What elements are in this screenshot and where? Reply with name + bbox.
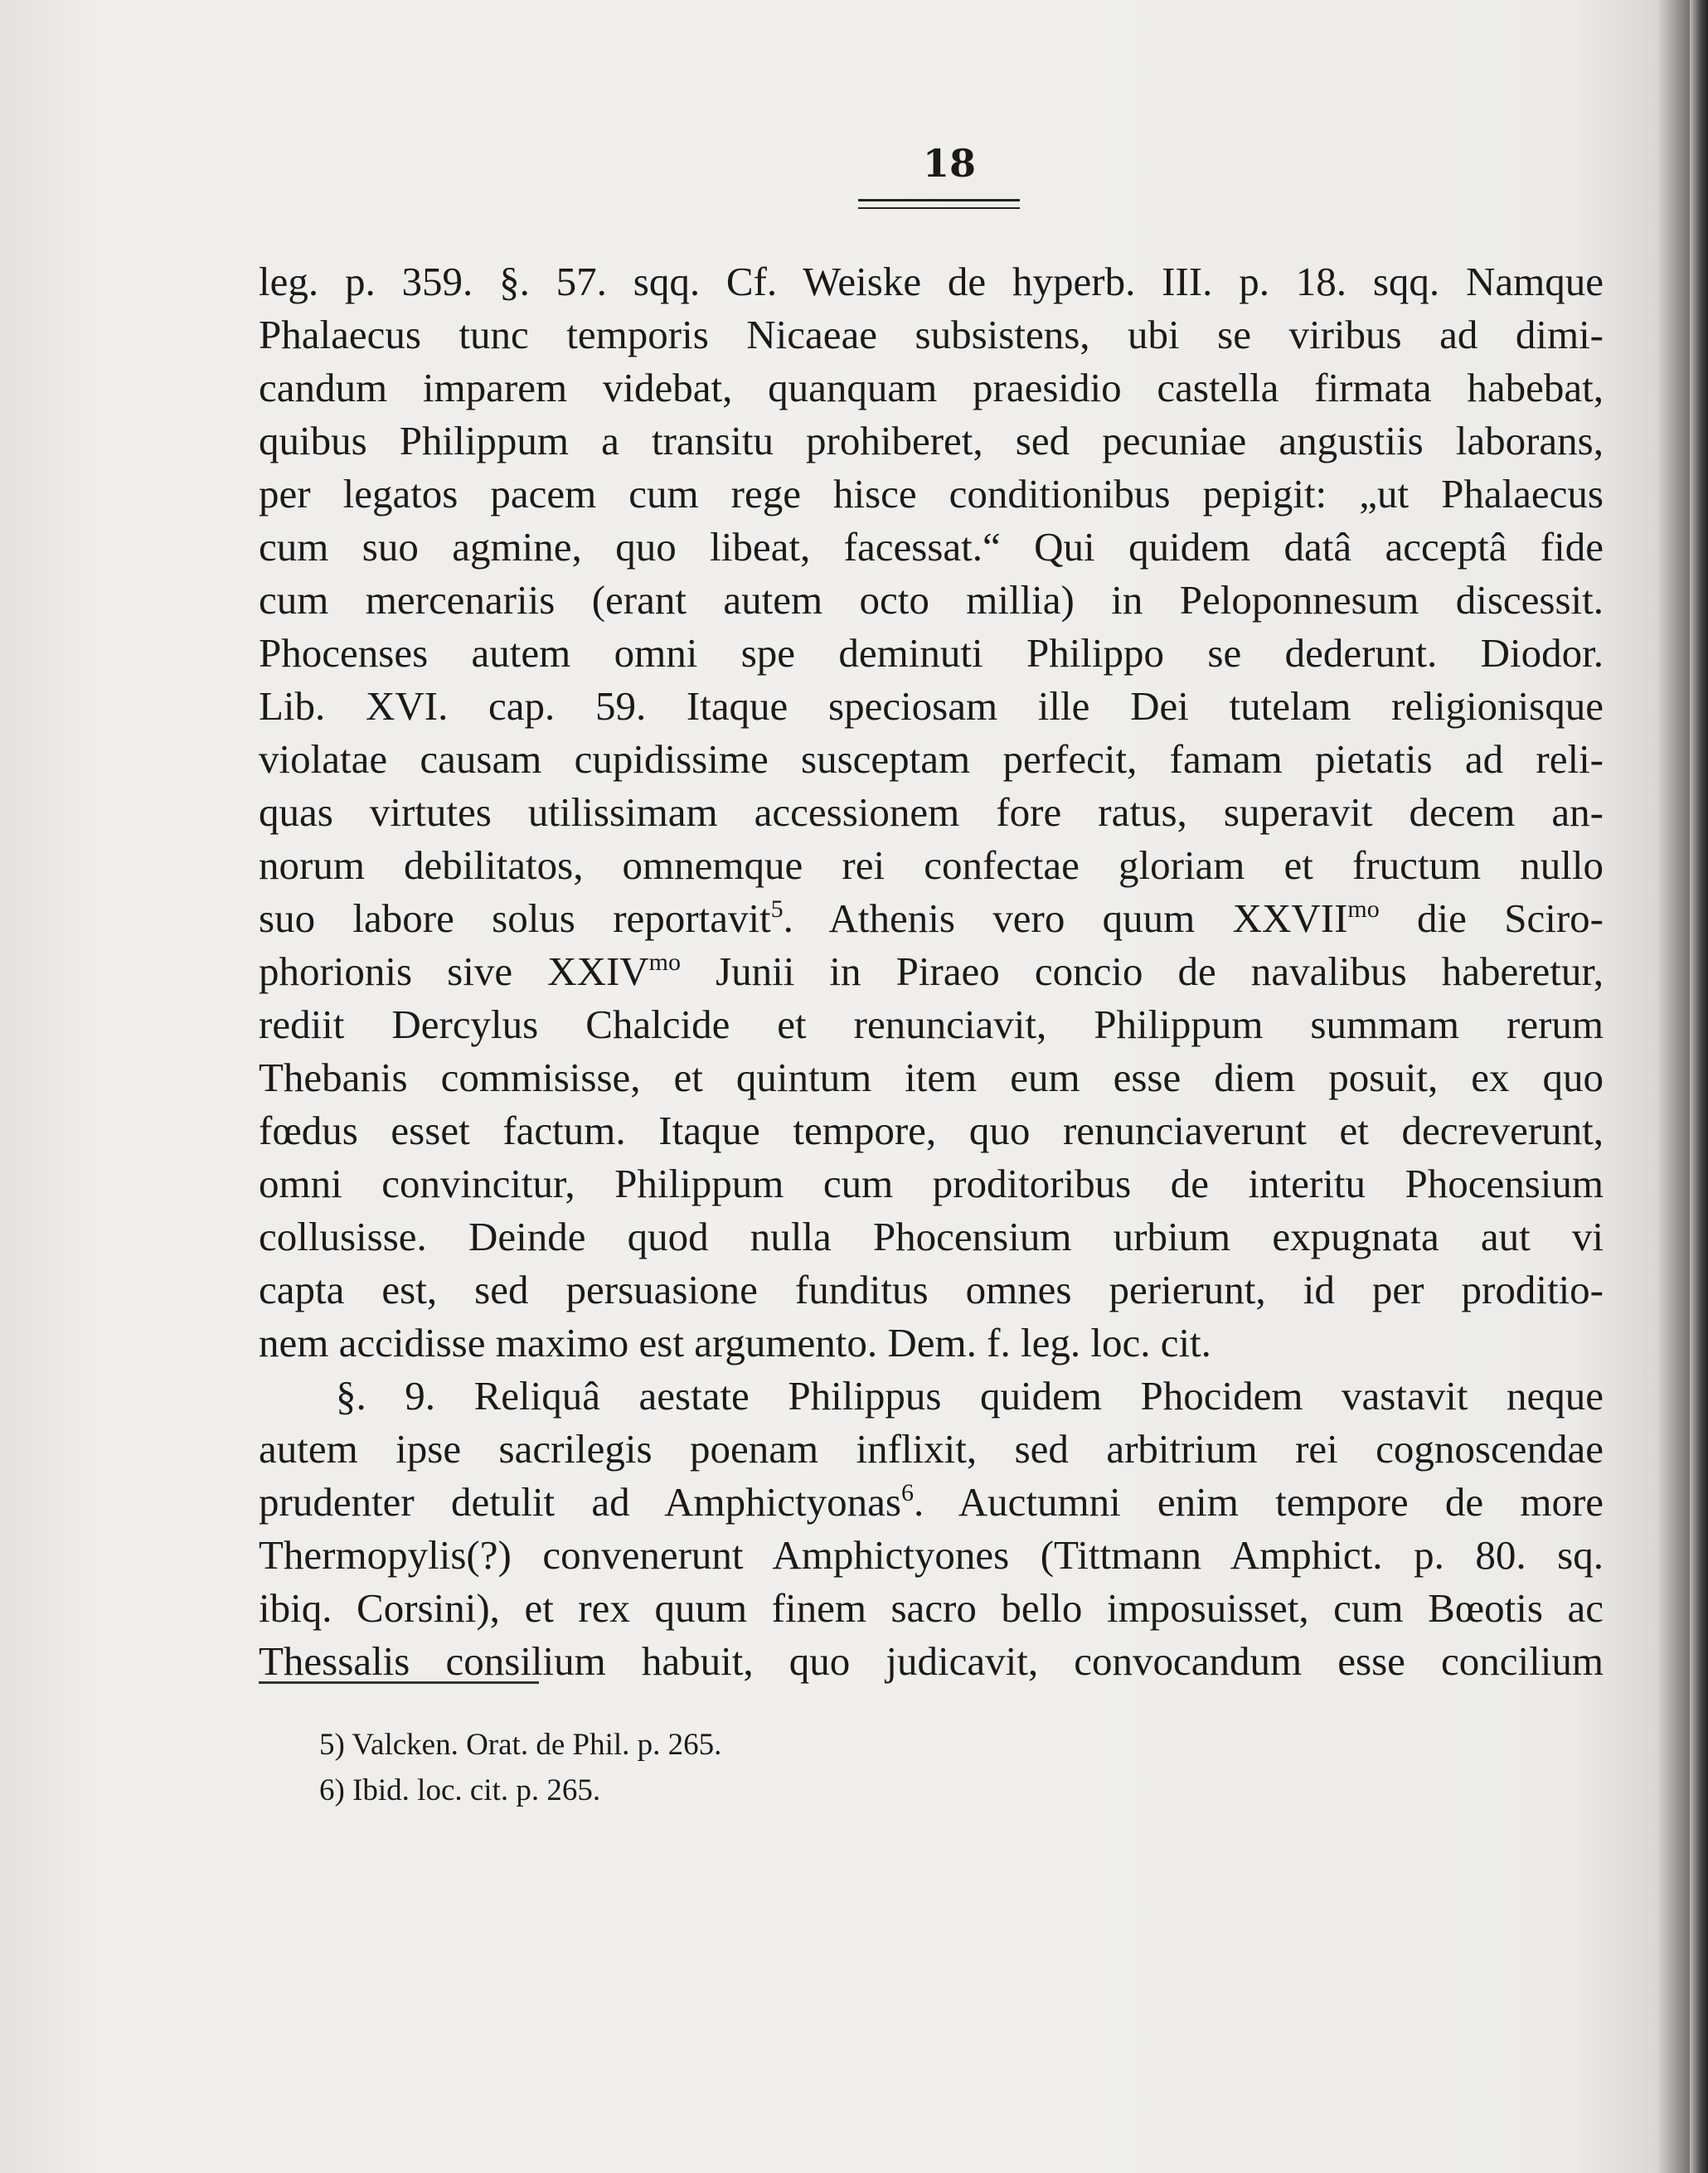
text-line: collusisse. Deinde quod nulla Phocensium urbium expugnata aut vi [259, 1214, 1604, 1259]
ordinal-superscript: mo [1347, 895, 1380, 923]
text-line: §. 9. Reliquâ aestate Philippus quidem Phocidem vastavit neque [336, 1373, 1604, 1419]
text-line: leg. p. 359. §. 57. sqq. Cf. Weiske de hyperb. III. p. 18. sqq. Namque [259, 259, 1604, 304]
footnote-divider [259, 1681, 539, 1684]
text-line: Lib. XVI. cap. 59. Itaque speciosam ille Dei tutelam religionisque [259, 683, 1604, 729]
text-line: fœdus esset factum. Itaque tempore, quo renunciaverunt et decreverunt, [259, 1108, 1604, 1153]
footnote-6: 6) Ibid. loc. cit. p. 265. [319, 1773, 601, 1807]
text-line: Thermopylis(?) convenerunt Amphictyones (Tittmann Amphict. p. 80. sq. [259, 1532, 1604, 1578]
text-line: Thebanis commisisse, et quintum item eum esse diem posuit, ex quo [259, 1055, 1604, 1100]
text-line: per legatos pacem cum rege hisce conditionibus pepigit: „ut Phalaecus [259, 471, 1604, 517]
page-number: 18 [922, 141, 976, 186]
footnote-ref-5[interactable]: 5 [770, 895, 784, 923]
text-segment: . Athenis vero quum XXVII [783, 895, 1348, 941]
text-line: cum mercenariis (erant autem octo millia) in Peloponnesum discessit. [259, 577, 1604, 623]
text-segment: . Auctumni enim tempore de more [913, 1479, 1604, 1525]
text-segment: prudenter detulit ad Amphictyonas [259, 1479, 901, 1525]
text-line: quas virtutes utilissimam accessionem fore ratus, superavit decem an- [259, 789, 1604, 835]
text-line: Phalaecus tunc temporis Nicaeae subsistens, ubi se viribus ad dimi- [259, 312, 1604, 357]
text-line: norum debilitatos, omnemque rei confectae gloriam et fructum nullo [259, 842, 1604, 888]
text-segment: phorionis sive XXIV [259, 948, 649, 994]
text-line: candum imparem videbat, quanquam praesidio castella firmata habebat, [259, 365, 1604, 410]
footnote-5: 5) Valcken. Orat. de Phil. p. 265. [319, 1728, 722, 1762]
text-line [259, 947, 1604, 997]
text-line: omni convincitur, Philippum cum proditoribus de interitu Phocensium [259, 1161, 1604, 1206]
text-line [259, 1477, 1604, 1527]
text-line [259, 894, 1604, 943]
text-segment: suo labore solus reportavit [259, 895, 771, 941]
text-line: Phocenses autem omni spe deminuti Philippo se dederunt. Diodor. [259, 630, 1604, 676]
text-line: nem accidisse maximo est argumento. Dem. f. leg. loc. cit. [259, 1320, 1211, 1365]
text-line: capta est, sed persuasione funditus omnes perierunt, id per proditio- [259, 1267, 1604, 1312]
text-line: Thessalis consilium habuit, quo judicavit, convocandum esse concilium [259, 1638, 1604, 1684]
text-line: violatae causam cupidissime susceptam perfecit, famam pietatis ad reli- [259, 736, 1604, 782]
text-line: ibiq. Corsini), et rex quum finem sacro bello imposuisset, cum Bœotis ac [259, 1585, 1604, 1631]
text-segment: Junii in Piraeo concio de navalibus haberetur, [681, 948, 1604, 994]
text-line: cum suo agmine, quo libeat, facessat.“ Qui quidem datâ acceptâ fide [259, 524, 1604, 570]
page-number-rule [858, 199, 1020, 209]
text-segment: die Sciro- [1379, 895, 1604, 941]
text-line: rediit Dercylus Chalcide et renunciavit, Philippum summam rerum [259, 1002, 1604, 1047]
footnote-ref-6[interactable]: 6 [900, 1479, 914, 1506]
ordinal-superscript: mo [648, 948, 681, 976]
page-edge-shadow [1690, 0, 1708, 2173]
text-line: autem ipse sacrilegis poenam inflixit, sed arbitrium rei cognoscendae [259, 1426, 1604, 1472]
text-line: quibus Philippum a transitu prohiberet, sed pecuniae angustiis laborans, [259, 418, 1604, 463]
